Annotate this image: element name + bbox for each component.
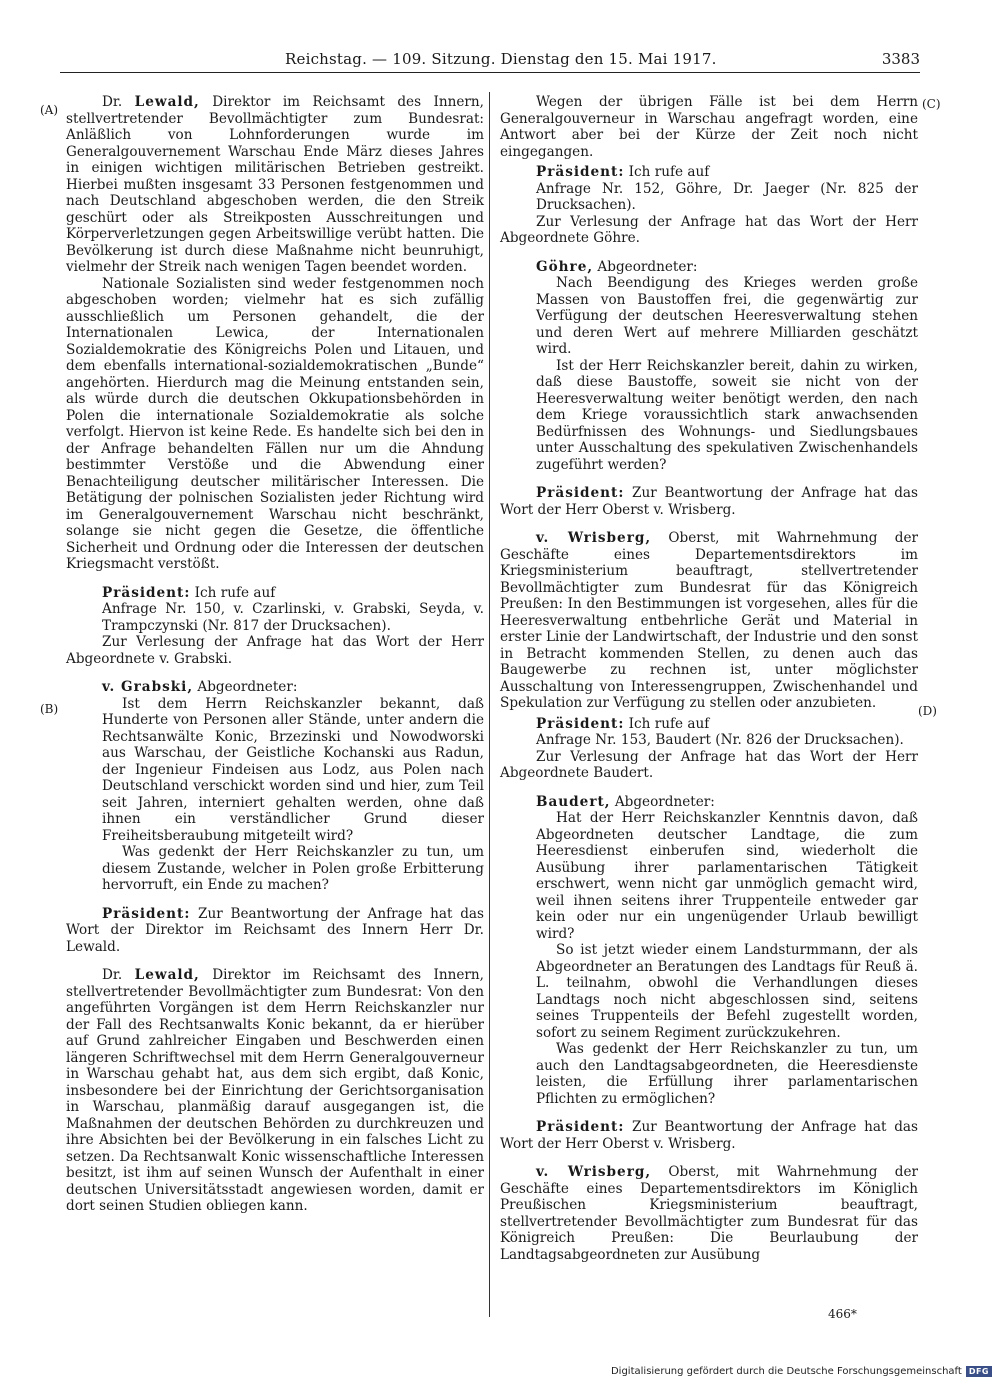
quoted-block — [66, 601, 484, 634]
paragraph — [500, 259, 918, 276]
margin-mark-d: (D) — [918, 704, 937, 718]
speech-text: Ich rufe auf — [190, 584, 276, 601]
margin-mark-b: (B) — [40, 702, 59, 716]
speaker-name: Präsident: — [536, 485, 625, 501]
inquiry-text: Was gedenkt der Herr Reichskanzler zu tun, um diesem Zustande, welcher in Polen große Erbitterung hervorruft, ein Ende zu machen? — [102, 844, 484, 893]
paragraph: Wegen der übrigen Fälle ist bei dem Herrn Generalgouverneur in Warschau angefragt worden, eine Antwort aber bei der Kürze der Zeit noch nicht eingegangen. — [500, 94, 918, 160]
speaker-name: Präsident: — [536, 715, 625, 732]
inquiry-text: Hat der Herr Reichskanzler Kenntnis davon, daß Abgeordneten deutscher Landtage, die zum Heeresdienst einberufen sind, wiederholt die Ausübung ihrer parlamentarischen Tätigkeit erschwert, wenn nicht gar unmöglich gemacht wird, weil ihnen seitens ihrer Truppenteile entweder gar kein oder nur ein ungenügender Urlaub bewilligt wird? — [536, 810, 918, 942]
page-number: 3383 — [881, 50, 920, 68]
paragraph — [500, 485, 918, 518]
column-divider — [489, 92, 490, 1317]
footer-text: Digitalisierung gefördert durch die Deutsche Forschungsgemeinschaft — [610, 1366, 962, 1377]
margin-mark-c: (C) — [922, 97, 941, 111]
speaker-title: Dr. — [102, 94, 123, 110]
paragraph — [500, 1119, 918, 1152]
speaker-name: Lewald, — [134, 967, 200, 983]
speaker-name: v. Wrisberg, — [536, 1164, 652, 1180]
paragraph — [66, 967, 484, 1215]
speaker-name: Präsident: — [102, 905, 191, 922]
page-header — [60, 48, 920, 73]
dfg-logo: DFG — [966, 1366, 992, 1377]
paragraph: Zur Verlesung der Anfrage hat das Wort der Herr Abgeordnete Göhre. — [500, 213, 918, 246]
speech-text: Oberst, mit Wahrnehmung der Geschäfte eines Departementsdirektors im Königlich Preußischen Kriegsministerium beauftragt, stellvertretender Bevollmächtigter zum Bundesrat für das Königreich Preußen: Die Beurlaubung der Landtagsabgeordneten zur Ausübung — [500, 1164, 918, 1263]
paragraph — [500, 1164, 918, 1263]
page-title: Reichstag. — 109. Sitzung. Dienstag den 15. Mai 1917. — [285, 50, 717, 68]
speaker-name: Lewald, — [134, 94, 200, 110]
paragraph — [66, 906, 484, 956]
speech-text: Oberst, mit Wahrnehmung der Geschäfte eines Departementsdirektors im Kriegsministerium beauftragt, stellvertretender Bevollmächtigter zum Bundesrat für das Königreich Preußen: In den Bestimmungen ist vorgesehen, alles für die Heeresverwaltung entbehrliche Gerät und Material in erster Linie der Landwirtschaft, der Industrie und den sonst in Betracht kommenden Stellen, zu denen auch das Baugewerbe zu rechnen ist, unter möglichster Ausschaltung von Interessengruppen, Zwischenhandel und Spekulation zur Verfügung zu stellen oder anzubieten. — [500, 530, 918, 711]
quoted-block — [500, 181, 918, 214]
speaker-name: Baudert, — [536, 793, 611, 810]
paragraph — [66, 585, 484, 602]
inquiry-text: Nach Beendigung des Krieges werden große Massen von Baustoffen frei, die gegenwärtig zur Verfügung der deutschen Heeresverwaltung stehen und deren Wert auf mehrere Milliarden geschätzt wird. — [536, 275, 918, 357]
speech-text: Zur Beantwortung der Anfrage hat das Wort der Herr Oberst v. Wrisberg. — [500, 1119, 918, 1152]
paragraph — [500, 794, 918, 811]
paragraph — [500, 716, 918, 733]
speech-text: Zur Beantwortung der Anfrage hat das Wort der Direktor im Reichsamt des Innern Herr Dr. Lewald. — [66, 905, 484, 955]
paragraph — [500, 530, 918, 712]
speaker-name: Präsident: — [536, 1119, 625, 1135]
paragraph: Zur Verlesung der Anfrage hat das Wort der Herr Abgeordnete Baudert. — [500, 748, 918, 781]
speech-text: Direktor im Reichsamt des Innern, stellvertretender Bevollmächtigter zum Bundesrat: Anläßlich von Lohnforderungen wurde im Generalgouvernement Warschau Ende März dieses Jahres in einigen wichtigen militärischen Betrieben gestreikt. Hierbei mußten insgesamt 33 Personen festgenommen und nach Deutschland abgeschoben werden, die den Streik geschürt oder als Streikposten Ausschreitungen und Körperverletzungen gegen Arbeitswillige verübt hatten. Die Bevölkerung ist durch diese Maßnahme nicht beunruhigt, vielmehr der Streik nach wenigen Tagen beendet worden. — [66, 94, 484, 275]
quoted-block — [500, 275, 918, 473]
speech-text: Direktor im Reichsamt des Innern, stellvertretender Bevollmächtigter zum Bundesrat: Von den angeführten Vorgängen ist dem Herrn Reichskanzler nur der Fall des Rechtsanwalts Konic bekannt, da er hierüber auf Grund zahlreicher Eingaben und Beschwerden einen längeren Schriftwechsel mit dem Herrn Generalgouverneur in Warschau gehabt hat, aus dem sich ergibt, daß Konic, insbesondere bei der Einrichtung der Gerichtsorganisation in Warschau, planmäßig darauf ausgegangen ist, die Maßnahmen der deutschen Behörden zu durchkreuzen und ihre Absichten bei der Bevölkerung in ein falsches Licht zu setzen. Da Rechtsanwalt Konic wissenschaftliche Interessen besitzt, ist ihm auf seinen Wunsch der Aufenthalt in einer deutschen Universitätsstadt angewiesen worden, damit er dort seinen Studien obliegen kann. — [66, 967, 484, 1214]
inquiry-text: Was gedenkt der Herr Reichskanzler zu tun, um auch den Landtagsabgeordneten, die Heeresdienste leisten, die Erfüllung ihrer parlamentarischen Pflichten zu ermöglichen? — [536, 1041, 918, 1107]
speaker-name: Göhre, — [536, 258, 594, 275]
inquiry-reference: Anfrage Nr. 150, v. Czarlinski, v. Grabski, Seyda, v. Trampczynski (Nr. 817 der Drucksachen). — [102, 601, 484, 634]
speaker-name: Präsident: — [536, 164, 625, 180]
left-column — [66, 94, 484, 1215]
paragraph: Nationale Sozialisten sind weder festgenommen noch abgeschoben worden; vielmehr hat es sich zufällig ausschließlich um Personen gehandelt, die der Internationalen Lewica, der Internationalen Sozialdemokratie des Königreichs Polen und Litauen, und dem ebenfalls international-sozialdemokratischen „Bunde“ angehörten. Hierdurch mag die Meinung entstanden sein, als würde durch die deutschen Okkupationsbehörden in Polen die internationale Sozialdemokratie als solche verfolgt. Hiervon ist keine Rede. Es handelte sich bei den in der Anfrage behandelten Fällen nur um die Ahndung bestimmter Verstöße und die Abwendung einer Benachteiligung deutscher militärischer Interessen. Die Betätigung der polnischen Sozialisten jeder Richtung wird im Generalgouvernement Warschau nicht beschränkt, solange sie nicht gegen die Gesetze, die öffentliche Sicherheit und Ordnung oder die Interessen der deutschen Kriegsmacht verstößt. — [66, 275, 484, 572]
inquiry-text: Ist der Herr Reichskanzler bereit, dahin zu wirken, daß diese Baustoffe, soweit sie nicht von der Heeresverwaltung weiter benötigt werden, den nach dem Kriege voraussichtlich stark anwachsenden Bedürfnissen des Wohnungs- und Siedlungsbaues unter Ausschaltung des spekulativen Zwischenhandels zugeführt werden? — [536, 357, 918, 473]
sheet-signature: 466* — [828, 1307, 857, 1321]
paragraph — [66, 94, 484, 276]
inquiry-text: So ist jetzt wieder einem Landsturmmann, der als Abgeordneter an Beratungen des Landtags für Reuß ä. L. teilnahm, obwohl die Verhandlungen dieses Landtags noch nicht abgeschlossen sind, seitens seines Truppenteils der Befehl zugestellt worden, sofort zu seinem Regiment zurückzukehren. — [536, 942, 918, 1041]
speech-text: Abgeordneter: — [610, 793, 715, 810]
quoted-block — [500, 810, 918, 1107]
quoted-block — [66, 696, 484, 894]
speech-text: Abgeordneter: — [193, 679, 298, 695]
inquiry-reference: Anfrage Nr. 153, Baudert (Nr. 826 der Drucksachen). — [536, 732, 904, 748]
margin-mark-a: (A) — [40, 103, 59, 117]
speech-text: Zur Beantwortung der Anfrage hat das Wort der Herr Oberst v. Wrisberg. — [500, 485, 918, 518]
inquiry-reference: Anfrage Nr. 152, Göhre, Dr. Jaeger (Nr. 825 der Drucksachen). — [536, 180, 918, 213]
footer — [611, 1366, 992, 1377]
paragraph: Zur Verlesung der Anfrage hat das Wort der Herr Abgeordnete v. Grabski. — [66, 634, 484, 667]
speech-text: Ich rufe auf — [624, 715, 710, 732]
paragraph — [66, 679, 484, 696]
quoted-block — [500, 732, 918, 749]
speech-text: Ich rufe auf — [624, 164, 710, 180]
speaker-name: v. Wrisberg, — [536, 530, 652, 546]
right-column — [500, 94, 918, 1263]
speaker-title: Dr. — [102, 967, 123, 983]
inquiry-text: Ist dem Herrn Reichskanzler bekannt, daß Hunderte von Personen aller Stände, unter andern die Rechtsanwälte Konic, Brzezinski und Nowodworski aus Warschau, der Geistliche Kochanski aus Radun, der Ingenieur Findeisen aus Lodz, aus Polen nach Deutschland verschickt worden sind und hier, zum Teil seit Jahren, interniert gehalten werden, ohne daß ihnen ein verständlicher Grund dieser Freiheitsberaubung mitgeteilt wird? — [102, 695, 484, 844]
paragraph — [500, 164, 918, 181]
speaker-name: Präsident: — [102, 584, 191, 601]
speech-text: Abgeordneter: — [593, 258, 698, 275]
speaker-name: v. Grabski, — [102, 679, 194, 695]
